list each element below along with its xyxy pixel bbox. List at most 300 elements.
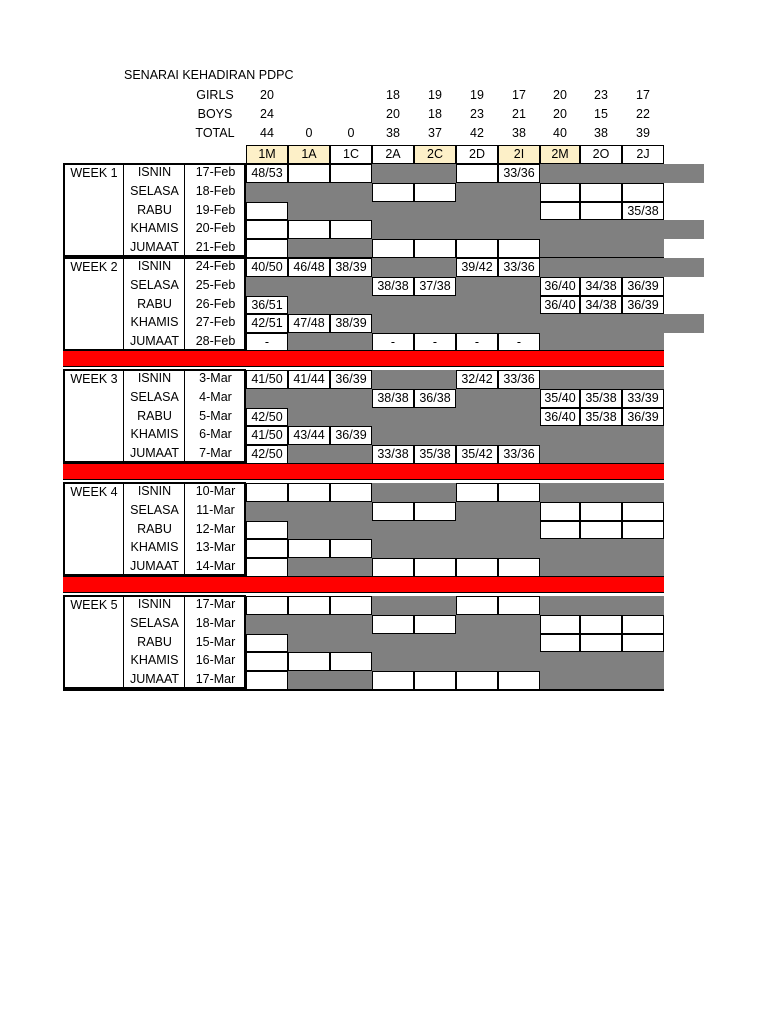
blocked-cell bbox=[580, 652, 622, 671]
attendance-cell[interactable]: 37/38 bbox=[414, 277, 456, 296]
attendance-cell[interactable]: 36/39 bbox=[622, 408, 664, 427]
blocked-cell bbox=[372, 296, 414, 315]
summary-value: 44 bbox=[260, 126, 274, 140]
date-label: 18-Feb bbox=[195, 183, 236, 198]
attendance-cell[interactable]: 33/36 bbox=[498, 258, 540, 277]
attendance-cell[interactable] bbox=[246, 652, 288, 671]
day-label: KHAMIS bbox=[130, 315, 179, 330]
blocked-cell bbox=[330, 183, 372, 202]
week-label: WEEK 5 bbox=[63, 595, 124, 689]
attendance-cell[interactable]: 41/44 bbox=[288, 370, 330, 389]
attendance-cell[interactable] bbox=[330, 539, 372, 558]
day-label: RABU bbox=[137, 296, 172, 311]
date-label: 14-Mar bbox=[195, 559, 236, 574]
blocked-cell bbox=[414, 539, 456, 558]
day-label: KHAMIS bbox=[130, 221, 179, 236]
day-label: JUMAAT bbox=[129, 672, 180, 687]
attendance-cell[interactable] bbox=[372, 558, 414, 577]
day-label: KHAMIS bbox=[130, 427, 179, 442]
page-title: SENARAI KEHADIRAN PDPC bbox=[124, 68, 294, 82]
blocked-cell bbox=[288, 445, 330, 464]
attendance-cell[interactable] bbox=[330, 652, 372, 671]
attendance-cell[interactable] bbox=[414, 615, 456, 634]
attendance-cell[interactable] bbox=[246, 558, 288, 577]
blocked-cell bbox=[330, 408, 372, 427]
attendance-cell[interactable] bbox=[580, 634, 622, 653]
date-label: 27-Feb bbox=[195, 315, 236, 330]
attendance-cell[interactable]: 33/36 bbox=[498, 445, 540, 464]
attendance-cell[interactable] bbox=[288, 596, 330, 615]
blocked-cell bbox=[288, 202, 330, 221]
attendance-cell[interactable]: 35/38 bbox=[414, 445, 456, 464]
blocked-cell bbox=[498, 652, 540, 671]
blocked-cell bbox=[456, 634, 498, 653]
blocked-cell bbox=[540, 445, 580, 464]
attendance-cell[interactable] bbox=[414, 558, 456, 577]
attendance-cell[interactable] bbox=[622, 634, 664, 653]
blocked-cell bbox=[498, 539, 540, 558]
summary-value: 37 bbox=[428, 126, 442, 140]
summary-value: 0 bbox=[347, 126, 355, 140]
attendance-cell[interactable]: 36/40 bbox=[540, 277, 580, 296]
attendance-cell[interactable]: 36/39 bbox=[330, 370, 372, 389]
attendance-cell[interactable] bbox=[622, 183, 664, 202]
day-label: JUMAAT bbox=[129, 559, 180, 574]
blocked-cell bbox=[580, 220, 622, 239]
summary-label: BOYS bbox=[197, 107, 233, 121]
attendance-cell[interactable] bbox=[414, 671, 456, 690]
blocked-cell bbox=[580, 445, 622, 464]
summary-value: 17 bbox=[512, 88, 526, 102]
blocked-cell bbox=[540, 671, 580, 690]
blocked-cell bbox=[622, 483, 664, 502]
day-label: KHAMIS bbox=[130, 653, 179, 668]
attendance-cell[interactable] bbox=[288, 220, 330, 239]
blocked-cell bbox=[622, 164, 664, 183]
blocked-cell bbox=[372, 426, 414, 445]
blocked-cell bbox=[580, 314, 622, 333]
blocked-cell bbox=[498, 314, 540, 333]
week-separator bbox=[63, 350, 664, 367]
attendance-cell[interactable] bbox=[246, 483, 288, 502]
date-label: 3-Mar bbox=[199, 371, 232, 385]
blocked-cell bbox=[288, 634, 330, 653]
class-header: 2A bbox=[372, 145, 414, 164]
attendance-cell[interactable] bbox=[456, 596, 498, 615]
blocked-cell bbox=[498, 426, 540, 445]
blocked-cell bbox=[414, 426, 456, 445]
attendance-cell[interactable]: 38/39 bbox=[330, 258, 372, 277]
summary-value: 24 bbox=[260, 107, 274, 121]
day-label: ISNIN bbox=[137, 597, 172, 611]
blocked-cell bbox=[414, 370, 456, 389]
blocked-cell bbox=[372, 539, 414, 558]
attendance-cell[interactable]: 48/53 bbox=[246, 164, 288, 183]
day-label: SELASA bbox=[130, 615, 179, 630]
blocked-cell bbox=[540, 314, 580, 333]
blocked-cell bbox=[288, 277, 330, 296]
blocked-cell bbox=[580, 483, 622, 502]
blocked-cell bbox=[580, 239, 622, 258]
attendance-cell[interactable] bbox=[330, 483, 372, 502]
attendance-cell[interactable]: 32/42 bbox=[456, 370, 498, 389]
date-label: 24-Feb bbox=[195, 259, 236, 273]
summary-value: 18 bbox=[386, 88, 400, 102]
attendance-cell[interactable] bbox=[288, 483, 330, 502]
attendance-cell[interactable] bbox=[456, 483, 498, 502]
blocked-cell bbox=[372, 634, 414, 653]
blocked-cell bbox=[580, 539, 622, 558]
attendance-cell[interactable] bbox=[456, 164, 498, 183]
blocked-cell bbox=[622, 426, 664, 445]
attendance-cell[interactable] bbox=[246, 596, 288, 615]
blocked-cell bbox=[246, 389, 288, 408]
attendance-cell[interactable] bbox=[580, 202, 622, 221]
attendance-cell[interactable]: - bbox=[246, 333, 288, 352]
day-label: RABU bbox=[137, 634, 172, 649]
blocked-cell bbox=[498, 277, 540, 296]
blocked-cell bbox=[456, 615, 498, 634]
day-label: RABU bbox=[137, 408, 172, 423]
attendance-cell[interactable]: 36/40 bbox=[540, 296, 580, 315]
summary-value: 20 bbox=[260, 88, 274, 102]
blocked-cell bbox=[456, 183, 498, 202]
summary-value: 20 bbox=[386, 107, 400, 121]
blocked-cell bbox=[414, 220, 456, 239]
attendance-cell[interactable]: 47/48 bbox=[288, 314, 330, 333]
blocked-cell bbox=[330, 239, 372, 258]
date-label: 7-Mar bbox=[199, 446, 232, 461]
blocked-cell bbox=[456, 426, 498, 445]
date-label: 19-Feb bbox=[195, 202, 236, 217]
attendance-cell[interactable] bbox=[456, 671, 498, 690]
attendance-cell[interactable] bbox=[622, 521, 664, 540]
blocked-cell bbox=[372, 314, 414, 333]
blocked-cell bbox=[246, 183, 288, 202]
blocked-cell bbox=[330, 558, 372, 577]
summary-value: 15 bbox=[594, 107, 608, 121]
attendance-cell[interactable]: 33/38 bbox=[372, 445, 414, 464]
blocked-cell bbox=[456, 408, 498, 427]
blocked-cell bbox=[330, 202, 372, 221]
attendance-cell[interactable] bbox=[246, 539, 288, 558]
day-label: ISNIN bbox=[137, 259, 172, 273]
date-label: 26-Feb bbox=[195, 296, 236, 311]
class-header: 2C bbox=[414, 145, 456, 164]
attendance-cell[interactable] bbox=[540, 521, 580, 540]
blocked-cell bbox=[330, 521, 372, 540]
blocked-cell bbox=[622, 370, 664, 389]
week-label: WEEK 1 bbox=[63, 163, 124, 257]
blocked-cell bbox=[540, 558, 580, 577]
attendance-cell[interactable]: 43/44 bbox=[288, 426, 330, 445]
blocked-cell bbox=[498, 408, 540, 427]
week-bottom-rule bbox=[63, 689, 664, 691]
blocked-cell bbox=[372, 596, 414, 615]
attendance-cell[interactable] bbox=[288, 652, 330, 671]
attendance-cell[interactable]: 42/51 bbox=[246, 314, 288, 333]
blocked-cell bbox=[330, 445, 372, 464]
blocked-cell bbox=[456, 539, 498, 558]
attendance-cell[interactable] bbox=[498, 558, 540, 577]
blocked-cell bbox=[622, 239, 664, 258]
summary-value: 17 bbox=[636, 88, 650, 102]
attendance-cell[interactable]: 36/51 bbox=[246, 296, 288, 315]
attendance-cell[interactable] bbox=[330, 164, 372, 183]
class-header: 1M bbox=[246, 145, 288, 164]
day-label: ISNIN bbox=[137, 165, 172, 179]
attendance-cell[interactable]: 35/38 bbox=[580, 389, 622, 408]
blocked-cell bbox=[580, 164, 622, 183]
blocked-cell bbox=[498, 296, 540, 315]
blocked-cell bbox=[414, 483, 456, 502]
blocked-cell bbox=[330, 502, 372, 521]
attendance-cell[interactable]: 38/38 bbox=[372, 389, 414, 408]
attendance-cell[interactable] bbox=[246, 521, 288, 540]
summary-value: 0 bbox=[305, 126, 313, 140]
blocked-cell bbox=[580, 671, 622, 690]
class-header: 2D bbox=[456, 145, 498, 164]
blocked-cell bbox=[330, 671, 372, 690]
blocked-cell bbox=[414, 164, 456, 183]
attendance-cell[interactable] bbox=[246, 202, 288, 221]
attendance-cell[interactable]: 36/40 bbox=[540, 408, 580, 427]
date-label: 17-Mar bbox=[195, 597, 236, 611]
day-label: RABU bbox=[137, 521, 172, 536]
blocked-cell bbox=[498, 389, 540, 408]
date-label: 15-Mar bbox=[195, 634, 236, 649]
class-header: 1A bbox=[288, 145, 330, 164]
blocked-cell bbox=[414, 258, 456, 277]
blocked-cell bbox=[246, 615, 288, 634]
attendance-cell[interactable]: 41/50 bbox=[246, 426, 288, 445]
date-label: 21-Feb bbox=[195, 240, 236, 255]
attendance-cell[interactable] bbox=[330, 220, 372, 239]
attendance-cell[interactable]: 33/36 bbox=[498, 164, 540, 183]
blocked-cell bbox=[498, 202, 540, 221]
row-extension bbox=[664, 220, 704, 239]
blocked-cell bbox=[580, 596, 622, 615]
blocked-cell bbox=[622, 445, 664, 464]
attendance-cell[interactable] bbox=[246, 634, 288, 653]
blocked-cell bbox=[246, 502, 288, 521]
attendance-cell[interactable]: 35/42 bbox=[456, 445, 498, 464]
blocked-cell bbox=[622, 314, 664, 333]
attendance-cell[interactable] bbox=[540, 183, 580, 202]
attendance-cell[interactable]: - bbox=[498, 333, 540, 352]
blocked-cell bbox=[580, 426, 622, 445]
attendance-cell[interactable] bbox=[622, 615, 664, 634]
blocked-cell bbox=[246, 277, 288, 296]
blocked-cell bbox=[372, 521, 414, 540]
attendance-cell[interactable]: - bbox=[414, 333, 456, 352]
blocked-cell bbox=[622, 558, 664, 577]
blocked-cell bbox=[580, 370, 622, 389]
day-label: JUMAAT bbox=[129, 240, 180, 255]
attendance-cell[interactable]: - bbox=[372, 333, 414, 352]
attendance-cell[interactable] bbox=[414, 502, 456, 521]
attendance-cell[interactable]: 36/39 bbox=[622, 296, 664, 315]
blocked-cell bbox=[330, 615, 372, 634]
attendance-cell[interactable]: 42/50 bbox=[246, 445, 288, 464]
blocked-cell bbox=[414, 634, 456, 653]
day-label: SELASA bbox=[130, 277, 179, 292]
summary-label: TOTAL bbox=[195, 126, 235, 140]
class-header: 1C bbox=[330, 145, 372, 164]
blocked-cell bbox=[498, 521, 540, 540]
attendance-cell[interactable]: 39/42 bbox=[456, 258, 498, 277]
week-label: WEEK 2 bbox=[63, 257, 124, 351]
attendance-cell[interactable] bbox=[498, 483, 540, 502]
attendance-cell[interactable]: 38/38 bbox=[372, 277, 414, 296]
blocked-cell bbox=[622, 539, 664, 558]
attendance-cell[interactable] bbox=[288, 164, 330, 183]
summary-value: 20 bbox=[553, 107, 567, 121]
date-label: 5-Mar bbox=[199, 408, 232, 423]
blocked-cell bbox=[372, 483, 414, 502]
blocked-cell bbox=[372, 258, 414, 277]
attendance-cell[interactable]: 33/36 bbox=[498, 370, 540, 389]
date-label: 4-Mar bbox=[199, 389, 232, 404]
day-label: RABU bbox=[137, 202, 172, 217]
week-label: WEEK 3 bbox=[63, 369, 124, 463]
attendance-cell[interactable] bbox=[580, 615, 622, 634]
attendance-cell[interactable] bbox=[456, 239, 498, 258]
day-label: ISNIN bbox=[137, 484, 172, 498]
date-label: 11-Mar bbox=[196, 502, 235, 517]
summary-value: 23 bbox=[470, 107, 484, 121]
week-separator bbox=[63, 463, 664, 480]
blocked-cell bbox=[372, 652, 414, 671]
class-header: 2I bbox=[498, 145, 540, 164]
summary-value: 20 bbox=[553, 88, 567, 102]
attendance-cell[interactable] bbox=[540, 615, 580, 634]
blocked-cell bbox=[498, 220, 540, 239]
blocked-cell bbox=[540, 258, 580, 277]
attendance-cell[interactable] bbox=[246, 671, 288, 690]
row-extension bbox=[664, 258, 704, 277]
attendance-cell[interactable] bbox=[372, 183, 414, 202]
date-label: 10-Mar bbox=[195, 484, 236, 498]
blocked-cell bbox=[372, 220, 414, 239]
attendance-cell[interactable] bbox=[498, 239, 540, 258]
blocked-cell bbox=[288, 389, 330, 408]
attendance-cell[interactable]: 41/50 bbox=[246, 370, 288, 389]
summary-value: 39 bbox=[636, 126, 650, 140]
attendance-cell[interactable]: - bbox=[456, 333, 498, 352]
blocked-cell bbox=[414, 314, 456, 333]
blocked-cell bbox=[622, 596, 664, 615]
blocked-cell bbox=[540, 164, 580, 183]
blocked-cell bbox=[456, 652, 498, 671]
date-label: 6-Mar bbox=[199, 427, 232, 442]
summary-value: 23 bbox=[594, 88, 608, 102]
attendance-cell[interactable]: 35/38 bbox=[622, 202, 664, 221]
attendance-cell[interactable]: 40/50 bbox=[246, 258, 288, 277]
blocked-cell bbox=[372, 164, 414, 183]
attendance-cell[interactable] bbox=[498, 671, 540, 690]
attendance-cell[interactable] bbox=[580, 521, 622, 540]
day-label: SELASA bbox=[130, 183, 179, 198]
day-label: JUMAAT bbox=[129, 334, 180, 349]
blocked-cell bbox=[288, 408, 330, 427]
attendance-cell[interactable] bbox=[414, 183, 456, 202]
attendance-cell[interactable] bbox=[540, 202, 580, 221]
blocked-cell bbox=[498, 634, 540, 653]
attendance-cell[interactable] bbox=[580, 183, 622, 202]
blocked-cell bbox=[622, 258, 664, 277]
day-label: KHAMIS bbox=[130, 540, 179, 555]
attendance-cell[interactable]: 36/38 bbox=[414, 389, 456, 408]
attendance-cell[interactable] bbox=[330, 596, 372, 615]
attendance-cell[interactable]: 46/48 bbox=[288, 258, 330, 277]
blocked-cell bbox=[330, 389, 372, 408]
attendance-cell[interactable]: 42/50 bbox=[246, 408, 288, 427]
attendance-cell[interactable] bbox=[372, 502, 414, 521]
blocked-cell bbox=[288, 296, 330, 315]
day-label: SELASA bbox=[130, 389, 179, 404]
blocked-cell bbox=[540, 483, 580, 502]
attendance-cell[interactable] bbox=[540, 502, 580, 521]
blocked-cell bbox=[498, 502, 540, 521]
attendance-cell[interactable] bbox=[622, 502, 664, 521]
blocked-cell bbox=[288, 239, 330, 258]
blocked-cell bbox=[622, 671, 664, 690]
blocked-cell bbox=[540, 370, 580, 389]
week-separator bbox=[63, 576, 664, 593]
attendance-cell[interactable] bbox=[372, 239, 414, 258]
attendance-cell[interactable]: 38/39 bbox=[330, 314, 372, 333]
blocked-cell bbox=[372, 202, 414, 221]
blocked-cell bbox=[456, 202, 498, 221]
blocked-cell bbox=[456, 296, 498, 315]
attendance-cell[interactable] bbox=[372, 671, 414, 690]
attendance-cell[interactable] bbox=[288, 539, 330, 558]
blocked-cell bbox=[288, 183, 330, 202]
date-label: 12-Mar bbox=[195, 521, 236, 536]
attendance-cell[interactable]: 36/39 bbox=[330, 426, 372, 445]
attendance-cell[interactable]: 34/38 bbox=[580, 296, 622, 315]
attendance-cell[interactable] bbox=[246, 220, 288, 239]
attendance-cell[interactable]: 36/39 bbox=[622, 277, 664, 296]
attendance-cell[interactable] bbox=[456, 558, 498, 577]
attendance-cell[interactable]: 35/40 bbox=[540, 389, 580, 408]
blocked-cell bbox=[288, 502, 330, 521]
day-label: SELASA bbox=[130, 502, 179, 517]
blocked-cell bbox=[580, 258, 622, 277]
blocked-cell bbox=[580, 558, 622, 577]
date-label: 17-Mar bbox=[195, 672, 236, 687]
class-header: 2J bbox=[622, 145, 664, 164]
summary-value: 19 bbox=[428, 88, 442, 102]
attendance-cell[interactable] bbox=[414, 239, 456, 258]
attendance-cell[interactable] bbox=[540, 634, 580, 653]
attendance-cell[interactable] bbox=[372, 615, 414, 634]
blocked-cell bbox=[330, 634, 372, 653]
attendance-cell[interactable] bbox=[498, 596, 540, 615]
attendance-cell[interactable]: 34/38 bbox=[580, 277, 622, 296]
attendance-cell[interactable]: 33/39 bbox=[622, 389, 664, 408]
attendance-cell[interactable]: 35/38 bbox=[580, 408, 622, 427]
date-label: 17-Feb bbox=[195, 165, 236, 179]
date-label: 20-Feb bbox=[195, 221, 236, 236]
blocked-cell bbox=[622, 652, 664, 671]
blocked-cell bbox=[414, 596, 456, 615]
blocked-cell bbox=[288, 615, 330, 634]
blocked-cell bbox=[498, 183, 540, 202]
attendance-cell[interactable] bbox=[246, 239, 288, 258]
attendance-cell[interactable] bbox=[580, 502, 622, 521]
